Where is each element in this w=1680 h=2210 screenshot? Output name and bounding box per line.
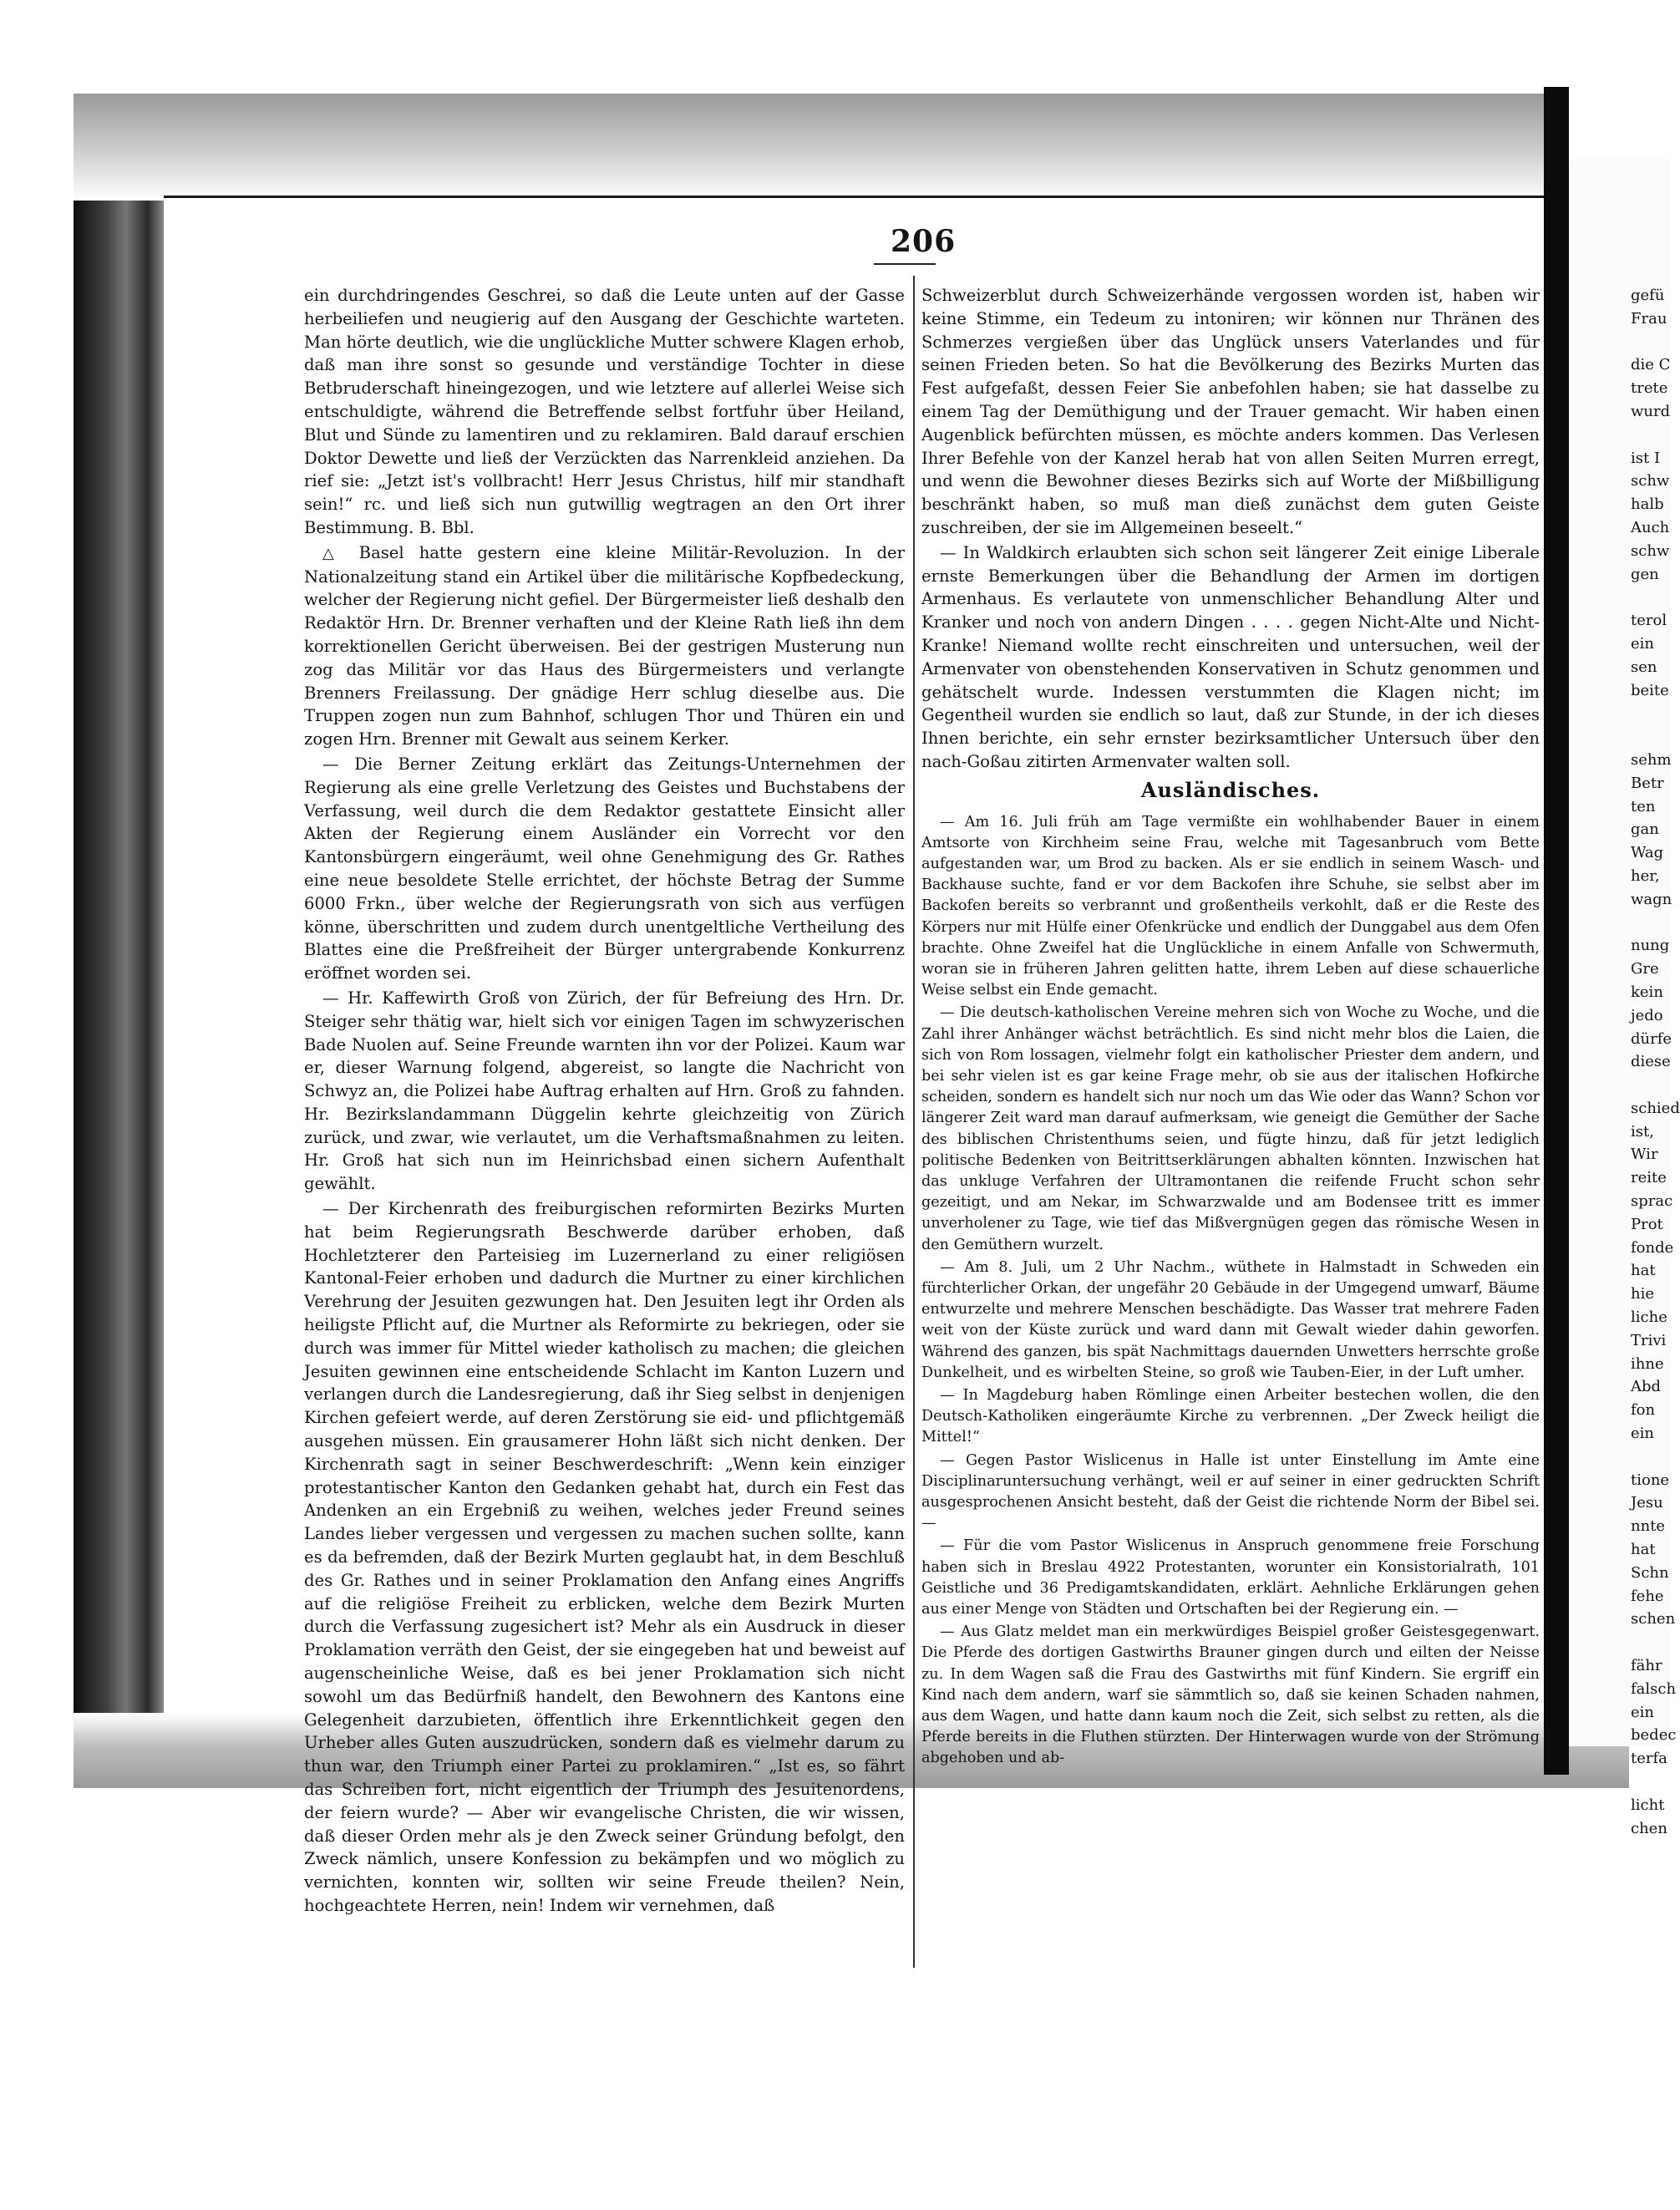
article-paragraph: — In Magdeburg haben Römlinge einen Arbeiter bestechen wollen, die den Deutsch-Katholiken eingeräumte Kirche zu verbrennen. „Der Zweck heiligt die Mittel!“ [921, 1387, 1540, 1446]
margin-fragment [1631, 725, 1669, 749]
margin-fragment [1631, 912, 1669, 935]
margin-fragment: Trivi [1631, 1331, 1667, 1349]
column-divider [913, 276, 915, 1968]
margin-fragment: nung [1631, 937, 1670, 955]
margin-fragment: beite [1631, 681, 1669, 699]
margin-fragment: halb [1631, 495, 1664, 514]
article-paragraph: ein durchdringendes Geschrei, so daß die Leute unten auf der Gasse herbeiliefen und neugierig auf den Ausgang der Geschichte warteten. Man hörte deutlich, wie die unglückliche Mutter schwere Klagen erhob, daß man ihre sonst so gesunde und verständige Tochter in diese Betbruderschaft hineingezogen, und wie letztere auf allerlei Weise sich entschuldigte, während die Betreffende selbst fortfuhr über Heiland, Blut und Sünde zu lamentiren und zu reklamiren. Bald darauf erschien Doktor Dewette und ließ der Verzückten das Narrenkleid anziehen. Da rief sie: „Jetzt ist's vollbracht! Herr Jesus Christus, hilf mir standhaft sein!“ rc. und ließ sich nun gutwillig wegtragen an den Ort ihrer Bestimmung. B. Bbl. [304, 286, 905, 537]
page-top-shadow [74, 94, 1569, 201]
article-paragraph: — Für die vom Pastor Wislicenus in Anspruch genommene freie Forschung haben sich in Breslau 4922 Protestanten, worunter ein Konsistorialrath, 101 Geistliche und 36 Predigamtskandidaten, erklärt. Aehnliche Erklärungen gehen aus einer Menge von Städten und Ortschaften bei der Regierung ein. — [921, 1537, 1540, 1618]
margin-fragment: wagn [1631, 890, 1672, 908]
margin-fragment: trete [1631, 379, 1668, 398]
margin-fragment [1631, 1771, 1669, 1794]
margin-fragment: fon [1631, 1401, 1656, 1420]
margin-fragment: dürfe [1631, 1029, 1672, 1048]
article-paragraph: — Hr. Kaffewirth Groß von Zürich, der für Befreiung des Hrn. Dr. Steiger sehr thätig war, hielt sich vor einigen Tagen im schwyzerischen Bade Nuolen auf. Seine Freunde warnten ihn vor der Polizei. Kaum war er, dieser Warnung folgend, abgereist, so langte die Nachricht von Schwyz an, die Polizei habe Auftrag erhalten auf Hrn. Groß zu fahnden. Hr. Bezirkslandammann Düggelin kehrte gleichzeitig von Zürich zurück, und zwar, wie verlautet, um die Verhaftsmaßnahmen zu leiten. Hr. Groß hat sich nun im Heinrichsbad einen sichern Aufenthalt gewählt. [304, 988, 905, 1194]
margin-fragment: chen [1631, 1819, 1667, 1837]
page-number-rule [874, 263, 936, 265]
margin-fragment [1631, 1074, 1669, 1097]
article-paragraph: — Aus Glatz meldet man ein merkwürdiges Beispiel großer Geistesgegenwart. Die Pferde des dortigen Gastwirths Brauner gingen durch und eilten der Neisse zu. In dem Wagen saß die Frau des Gastwirths mit fünf Kindern. Sie ergriff ein Kind nach dem andern, warf sie sämmtlich so, daß sie keinen Schaden nahmen, aus dem Wagen, und hatte dann kaum noch die Zeit, sich selbst zu retten, als die Pferde bereits in die Fluthen stürzten. Der Hinterwagen wurde von der Strömung abgehoben und ab- [921, 1623, 1540, 1767]
margin-fragment [1631, 586, 1669, 609]
article-paragraph: — In Waldkirch erlaubten sich schon seit längerer Zeit einige Liberale ernste Bemerkungen über die Behandlung der Armen im dortigen Armenhaus. Es verlautete von unmenschlicher Behandlung Alter und Kranker und noch von andern Dingen . . . . gegen Nicht-Alte und Nicht-Kranke! Niemand wollte recht einschreiten und untersuchen, weil der Armenvater von obenstehenden Konservativen in Schutz genommen und gehätschelt wurde. Indessen verstummten die Klagen nicht; im Gegentheil wurden sie endlich so laut, daß zur Stunde, in der ich dieses Ihnen berichte, ein sehr ernster bezirksamtlicher Untersuch über den nach-Goßau zitirten Armenvater walten soll. [921, 542, 1540, 771]
page-frame-rule [164, 196, 1584, 198]
margin-fragment: liche [1631, 1308, 1667, 1327]
margin-fragment: ihne [1631, 1354, 1664, 1373]
margin-fragment: ist, [1631, 1122, 1654, 1141]
margin-fragment: licht [1631, 1796, 1665, 1814]
article-paragraph: Schweizerblut durch Schweizerhände vergossen worden ist, haben wir keine Stimme, ein Tedeum zu intoniren; wir können nur Thränen des Schmerzes vergießen über das Unglück unsers Vaterlandes und für seinen Frieden beten. So hat die Bevölkerung des Bezirks Murten das Fest aufgefaßt, dessen Feier Sie anbefohlen haben; sie hat dasselbe zu einem Tag der Demüthigung und der Trauer gemacht. Wir haben einen Augenblick befürchten müssen, es möchte anders kommen. Das Verlesen Ihrer Befehle von der Kanzel herab hat von allen Seiten Murren erregt, und wenn die Bewohner dieses Bezirks sich auf Worte der Mißbilligung beschränkt haben, so muß man dieß zunächst dem guten Geiste zuschreiben, der sie im Allgemeinen beseelt.“ [921, 286, 1540, 537]
article-paragraph: — Die Berner Zeitung erklärt das Zeitungs-Unternehmen der Regierung als eine grelle Verletzung des Geistes und Buchstabens der Verfassung, weil durch die dem Redaktor gestattete Einsicht aller Akten der Regierung einem Ausländer ein Vorrecht vor den Kantonsbürgern eingeräumt, weil ohne Genehmigung des Gr. Rathes eine neue besoldete Stelle errichtet, der höchste Betrag der Summe 6000 Frkn., über welche der Regierungsrath von sich aus verfügen könne, überschritten und zudem durch unentgeltliche Vertheilung des Blattes eine die Preßfreiheit der Bürger untergrabende Konkurrenz eröffnet worden sei. [304, 754, 905, 983]
book-gutter [1544, 87, 1569, 1775]
margin-fragment: fähr [1631, 1657, 1662, 1675]
margin-fragment [1631, 424, 1669, 447]
margin-fragment: schied [1631, 1099, 1680, 1117]
margin-fragment: ein [1631, 1703, 1655, 1721]
margin-fragment: sehm [1631, 750, 1672, 769]
right-column [921, 284, 1540, 1771]
left-column [304, 284, 905, 1919]
article-paragraph: — Die deutsch-katholischen Vereine mehren sich von Woche zu Woche, und die Zahl ihrer Anhänger wächst beträchtlich. Es sind nicht mehr blos die Laien, die sich von Rom lossagen, vielmehr folgt ein katholischer Priester dem andern, und bei sehr vielen ist es gar keine Frage mehr, ob sie aus der italischen Hofkirche scheiden, sondern es handelt sich nur noch um das Wie oder das Wann? Schon vor längerer Zeit ward man darauf aufmerksam, wie geneigt die Gemüther der Sache des biblischen Christenthums seien, und fügte hinzu, daß für jetzt lediglich politische Bedenken von Beitrittserklärungen abhalten könnten. Inzwischen hat das unkluge Verfahren der Ultramontanen die reifende Frucht schon sehr gezeitigt, und am Nekar, im Schwarzwalde und am Bodensee tritt es immer unverholener zu Tage, wie tief das Mißvergnügen gegen das römische Wesen in den Gemüthern wurzelt. [921, 1004, 1540, 1253]
margin-fragment: ein [1631, 1425, 1655, 1443]
margin-fragment: Gre [1631, 960, 1659, 978]
margin-fragment: Wir [1631, 1146, 1658, 1164]
margin-fragment: falsch [1631, 1679, 1677, 1698]
margin-fragment: ten [1631, 797, 1656, 815]
margin-fragment: schen [1631, 1610, 1676, 1628]
margin-fragment: Betr [1631, 774, 1664, 792]
margin-fragment: ein [1631, 634, 1655, 653]
margin-fragment: Frau [1631, 309, 1667, 328]
margin-fragment: terol [1631, 612, 1667, 630]
margin-fragment: kein [1631, 983, 1663, 1001]
article-paragraph: — Am 16. Juli früh am Tage vermißte ein wohlhabender Bauer in einem Amtsorte von Kirchheim seine Frau, welche mit Tagesanbruch vom Bette aufgestanden war, um Brod zu backen. Als er sie endlich in seinem Wasch- und Backhause suchte, fand er vor dem Backofen ihre Schuhe, sie selbst aber im Backofen bereits so verbrannt und großentheils verkohlt, daß er die Reste des Körpers nur mit Hülfe einer Ofenkrücke und endlich der Dunggabel aus dem Ofen brachte. Ohne Zweifel hat die Unglückliche in einem Anfalle von Schwermuth, woran sie in früheren Jahren gelitten hatte, ihrem Leben auf diese schauerliche Weise selbst ein Ende gemacht. [921, 813, 1540, 999]
margin-fragment: schw [1631, 472, 1670, 490]
margin-fragment: ist I [1631, 449, 1661, 467]
article-paragraph: — Der Kirchenrath des freiburgischen reformirten Bezirks Murten hat beim Regierungsrath Beschwerde darüber erhoben, daß Hochletzterer den Parteisieg im Luzernerland zu einer religiösen Kantonal-Feier erhoben und dadurch die Murtner zu einer kirchlichen Verehrung der Jesuiten gezwungen hat. Den Jesuiten legt ihr Orden als heiligste Pflicht auf, die Murtner als Reformirte zu bekriegen, oder sie durch was immer für Mittel wieder katholisch zu machen; die gleichen Jesuiten gewinnen eine entscheidende Schlacht im Kanton Luzern und verlangen durch die Landesregierung, daß ihr Sieg selbst in denjenigen Kirchen gefeiert werde, auf deren Zerstörung sie eid- und pflichtgemäß ausgehen müssen. Ein grausamerer Hohn läßt sich nicht denken. Der Kirchenrath sagt in seiner Beschwerdeschrift: „Wenn kein einziger protestantischer Kanton den Gedanken gehabt hat, durch ein Fest das Andenken an ein Ergebniß zu weihen, welches jeder Freund seines Landes lieber vergessen und vergessen zu machen suchen sollte, kann es da befremden, daß der Bezirk Murten geglaubt hat, in dem Beschluß des Gr. Rathes und in seiner Proklamation den Anfang eines Angriffs auf die religiöse Freiheit zu erblicken, welche dem Bezirk Murten durch die Verfassung zugesichert ist? Mehr als ein Ausdruck in dieser Proklamation verräth den Geist, der sie eingegeben hat und beweist auf augenscheinliche Weise, daß es bei jener Proklamation sich nicht sowohl um das Bedürfniß handelt, den Bewohnern des Kantons eine Gelegenheit darzubieten, öffentlich ihre Erkenntlichkeit gegen den Urheber alles Guten auszudrücken, sondern daß es vielmehr darum zu thun war, den Triumph einer Partei zu proklamiren.“ „Ist es, so fährt das Schreiben fort, nicht eigentlich der Triumph des Jesuitenordens, der feiern wurde? — Aber wir evangelische Christen, die wir wissen, daß dieser Orden mehr als je den Zweck seiner Gründung befolgt, den Zweck nämlich, unsere Konfession zu bekämpfen und wo möglich zu vernichten, konnten wir, sollten wir seine Freude theilen? Nein, hochgeachtete Herren, nein! Indem wir vernehmen, daß [304, 1199, 905, 1915]
margin-fragment: gan [1631, 820, 1659, 839]
margin-fragment: fehe [1631, 1587, 1664, 1605]
margin-fragment: Wag [1631, 844, 1664, 862]
margin-fragment: hat [1631, 1541, 1656, 1559]
margin-fragment: jedo [1631, 1006, 1663, 1024]
margin-fragment [1631, 1445, 1669, 1469]
margin-fragment: diese [1631, 1053, 1671, 1071]
margin-fragment: Schn [1631, 1563, 1669, 1582]
margin-fragment: bedec [1631, 1726, 1677, 1745]
margin-fragment: hie [1631, 1285, 1655, 1303]
article-paragraph: — Gegen Pastor Wislicenus in Halle ist unter Einstellung im Amte eine Disciplinaruntersuchung verhängt, weil er auf seiner in einer gedruckten Schrift ausgesprochenen Ansicht besteht, daß der Geist die richtende Norm der Bibel sei. — [921, 1451, 1540, 1532]
margin-fragment: terfa [1631, 1750, 1667, 1768]
margin-fragment: schw [1631, 541, 1670, 560]
margin-fragment: hat [1631, 1262, 1656, 1280]
margin-fragment: Auch [1631, 518, 1670, 536]
margin-fragment [1631, 1631, 1669, 1654]
margin-fragment: tione [1631, 1471, 1670, 1489]
article-paragraph: — Am 8. Juli, um 2 Uhr Nachm., wüthete in Halmstadt in Schweden ein fürchterlicher Orkan, der ungefähr 20 Gebäude in der Umgegend umwarf, Bäume entwurzelte und mehrere Menschen beschädigte. Das Wasser trat mehrere Faden weit von der Küste zurück und ward dann mit Gewalt wieder dahin geworfen. Während des ganzen, bis spät Nachmittags dauernden Unwetters herrschte große Dunkelheit, und es wirbelten Steine, so groß wie Tauben-Eier, in der Luft umher. [921, 1258, 1540, 1381]
margin-fragment: fonde [1631, 1238, 1674, 1257]
margin-fragment: sprac [1631, 1192, 1673, 1211]
margin-fragment: Abd [1631, 1378, 1662, 1396]
margin-fragment: sen [1631, 658, 1657, 676]
margin-fragment [1631, 331, 1669, 354]
margin-fragment: wurd [1631, 402, 1671, 420]
margin-fragment: Prot [1631, 1215, 1663, 1233]
section-heading: Ausländisches. [1140, 777, 1321, 802]
margin-fragment: die C [1631, 356, 1671, 374]
article-paragraph-basel: △ Basel hatte gestern eine kleine Militär-Revoluzion. In der Nationalzeitung stand ein Artikel über die militärische Kopfbedeckung, welcher der Regierung nicht gefiel. Der Bürgermeister ließ deshalb den Redaktör Hrn. Dr. Brenner verhaften und der Kleine Rath ließ ihn dem korrektionellen Gericht überweisen. Bei der gestrigen Musterung nun zog das Militär vor das Haus des Bürgermeisters und verlangte Brenners Freilassung. Der gnädige Herr schlug dieselbe aus. Die Truppen zogen nun zum Bahnhof, schlugen Thor und Thüren ein und zogen Hrn. Brenner mit Gewalt aus seinem Kerker. [304, 542, 905, 749]
book-binding-shadow [74, 94, 164, 1781]
page-number: 206 [891, 224, 957, 259]
margin-fragment: her, [1631, 866, 1660, 885]
triangle-marker-icon: △ [322, 544, 344, 562]
margin-fragment [1631, 702, 1669, 725]
margin-fragment: Jesu [1631, 1494, 1663, 1512]
margin-fragment: gefü [1631, 287, 1665, 304]
margin-fragment: gen [1631, 565, 1659, 583]
margin-fragment: reite [1631, 1169, 1667, 1187]
margin-fragment: nnte [1631, 1517, 1666, 1536]
facing-page-fragments [1631, 284, 1680, 1840]
